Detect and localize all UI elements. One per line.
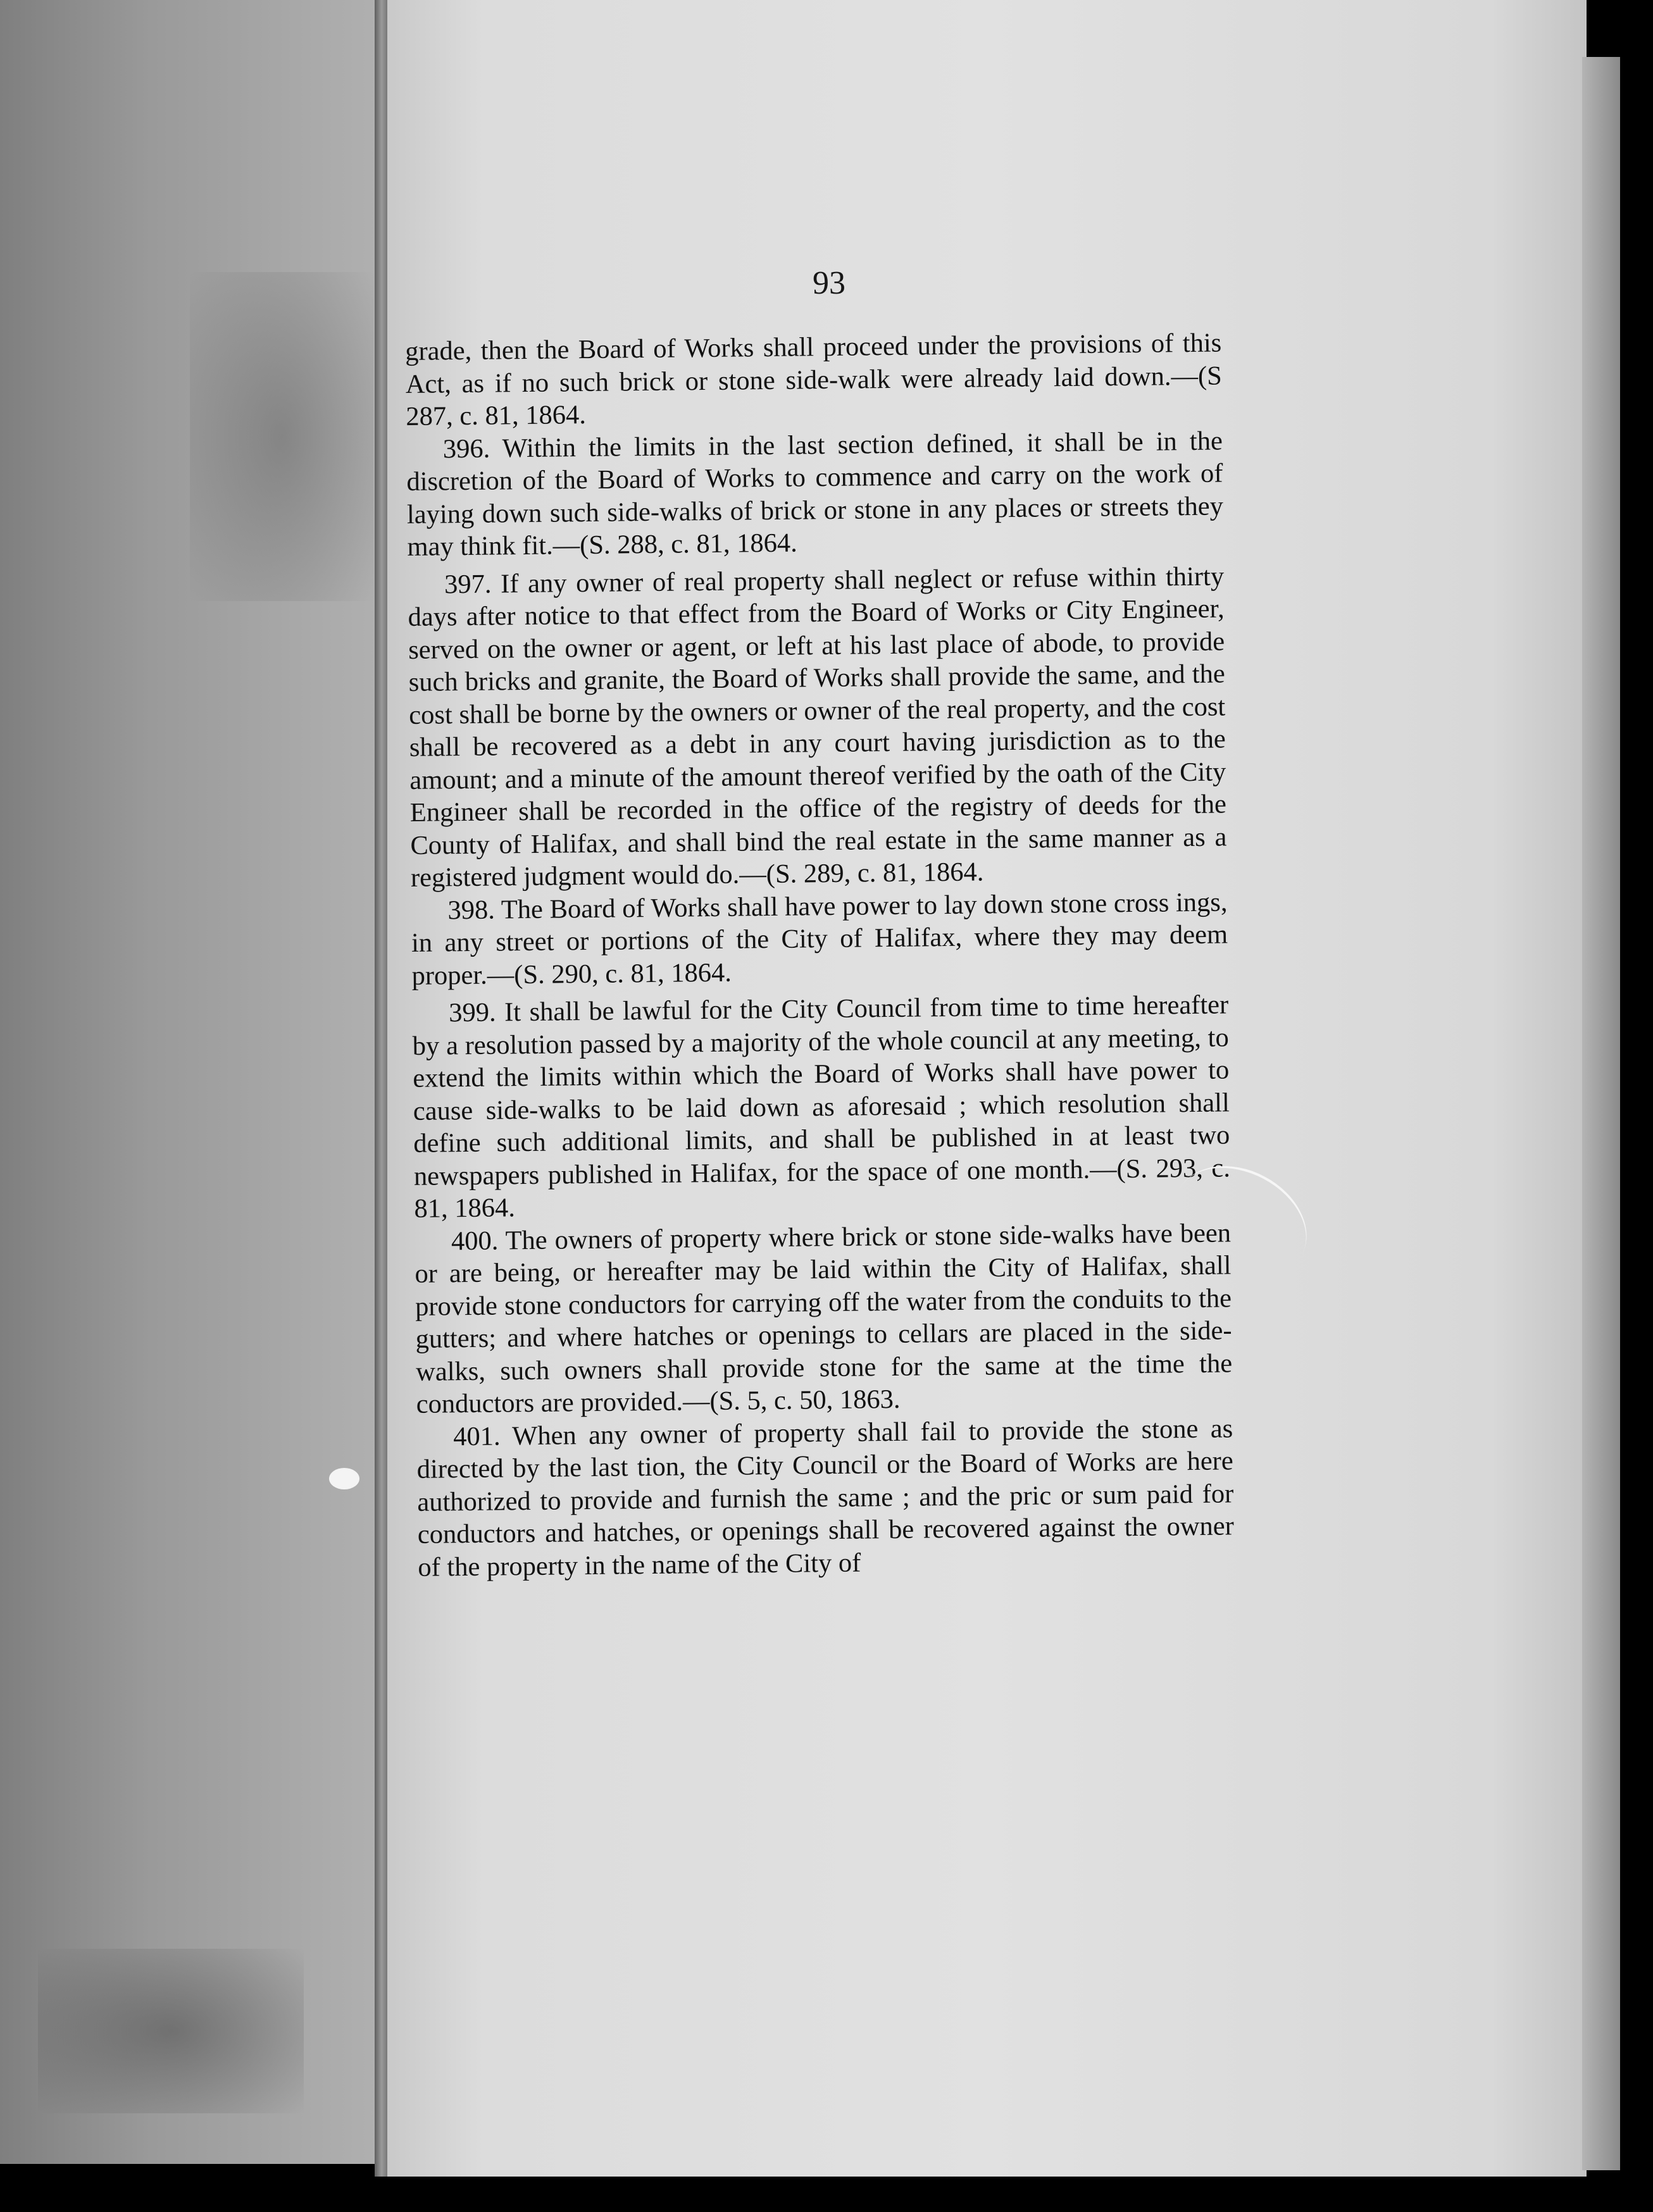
section-398: 398. The Board of Works shall have power to lay down stone cross ings, in any street or portions of the City of Halifax, where they may deem proper.—(S. 290, c. 81, 1864. [411,886,1228,991]
section-397: 397. If any owner of real property shall neglect or refuse within thirty days after notice to that effect from the Board of Works or City Engineer, served on the owner or agent, or left at his last place of abode, to provide such bricks and granite, the Board of Works shall provide the same, and the cost shall be borne by the owners or owner of the real property, and the cost shall be recovered as a debt in any court having jurisdiction as to the amount; and a minute of the amount thereof verified by the oath of the City Engineer shall be recorded in the office of the registry of deeds for the County of Halifax, and shall bind the real estate in the same manner as a registered judgment would do.—(S. 289, c. 81, 1864. [408,561,1227,893]
right-page-edge [1582,57,1620,2170]
left-page-edge [0,0,378,2164]
book-gutter [375,0,389,2177]
section-401: 401. When any owner of property shall fail to provide the stone as directed by the last tion, the City Council or the Board of Works are here authorized to provide and furnish the same ; and the pric or sum paid for conductors and hatches, or openings shall be recovered against the owner of the property in the name of the City of [416,1413,1235,1582]
section-396: 396. Within the limits in the last section defined, it shall be in the discretion of the Board of Works to commence and carry on the work of laying down such side-walks of brick or stone in any places or streets they may think fit.—(S. 288, c. 81, 1864. [406,425,1224,562]
body-text [405,326,1235,1583]
page-number: 93 [813,265,845,301]
white-blot-mark [329,1468,359,1489]
section-400: 400. The owners of property where brick or stone side-walks have been or are being, or hereafter may be laid within the City of Halifax, shall provide stone conductors for carrying off the water from the conduits to the gutters; and where hatches or openings to cellars are placed in the side-walks, such owners shall provide stone for the same at the time the conductors are provided.—(S. 5, c. 50, 1863. [415,1217,1233,1419]
show-through-smudge [190,272,373,601]
section-399: 399. It shall be lawful for the City Council from time to time hereafter by a resolution passed by a majority of the whole council at any meeting, to extend the limits within which the Board of Works shall have power to cause side-walks to be laid down as aforesaid ; which resolution shall define such additional limits, and shall be published in at least two newspapers published in Halifax, for the space of one month.—(S. 293, c. 81, 1864. [412,990,1231,1224]
paragraph-continuation: grade, then the Board of Works shall proceed under the provisions of this Act, as if no such brick or stone side-walk were already laid down.—(S 287, c. 81, 1864. [405,328,1222,432]
page-stain [38,1949,304,2113]
